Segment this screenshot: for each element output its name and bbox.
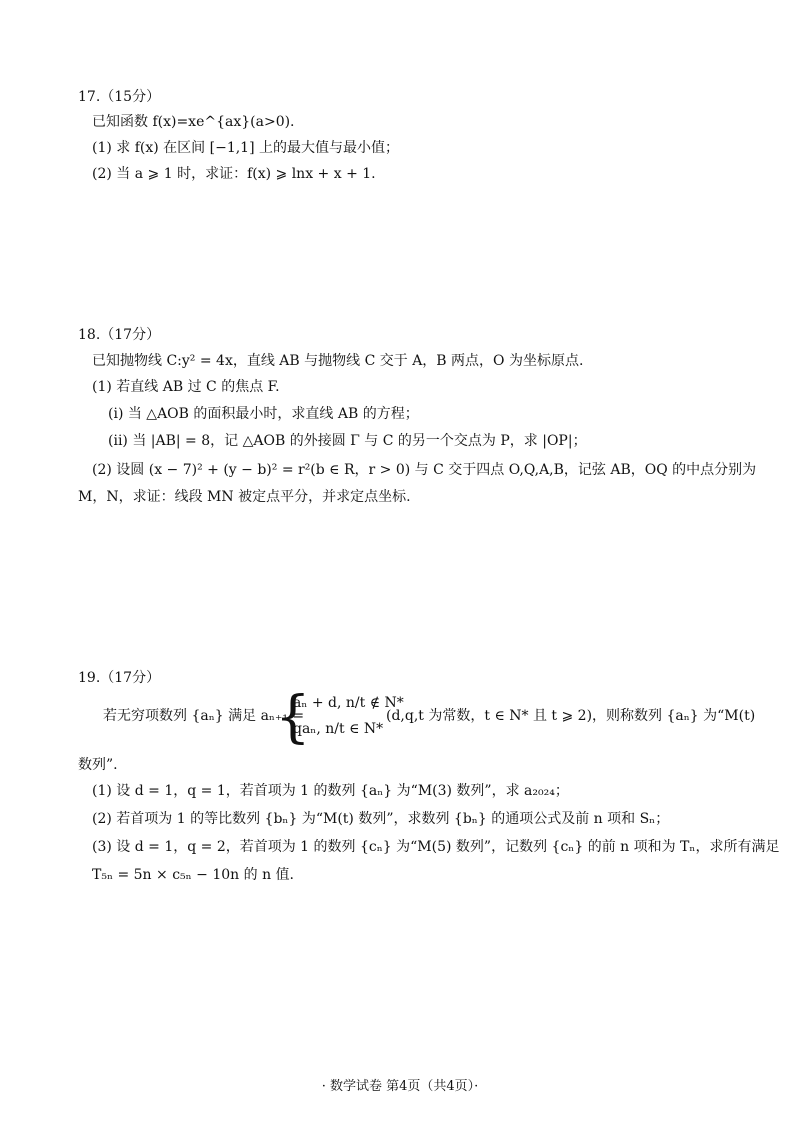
page-footer: · 数学试卷 第4页（共4页）·: [321, 1079, 479, 1094]
problem-19-part-3-line-1: (3) 设 d = 1，q = 2，若首项为 1 的数列 {cₙ} 为“M(5) 数列”，记数列 {cₙ} 的前 n 项和为 Tₙ，求所有满足: [92, 839, 780, 855]
problem-18-part-2-line-1: (2) 设圆 (x − 7)² + (y − b)² = r²(b ∈ R，r > 0) 与 C 交于四点 O,Q,A,B，记弦 AB，OQ 的中点分别为: [92, 462, 757, 478]
problem-18-part-1: (1) 若直线 AB 过 C 的焦点 F.: [92, 379, 280, 395]
problem-19-part-1: (1) 设 d = 1，q = 1，若首项为 1 的数列 {aₙ} 为“M(3) 数列”，求 a₂₀₂₄；: [92, 783, 569, 799]
problem-19-part-2: (2) 若首项为 1 的等比数列 {bₙ} 为“M(t) 数列”，求数列 {bₙ} 的通项公式及前 n 项和 Sₙ；: [92, 811, 670, 827]
problem-19-definition-right: (d,q,t 为常数，t ∈ N* 且 t ⩾ 2)，则称数列 {aₙ} 为“M(t): [386, 708, 756, 724]
problem-19-case-1: aₙ + d, n/t ∉ N*: [293, 695, 404, 711]
problem-19-definition: [103, 685, 800, 750]
problem-19-definition-left: 若无穷项数列 {aₙ} 满足 aₙ₊₁ =: [103, 708, 305, 724]
problem-18-part-1-i: (i) 当 △AOB 的面积最小时，求直线 AB 的方程；: [108, 406, 419, 422]
problem-18-part-2-line-2: M，N，求证：线段 MN 被定点平分，并求定点坐标.: [78, 489, 411, 505]
problem-19-title: 19.（17分）: [78, 670, 161, 686]
problem-17-part-1: (1) 求 f(x) 在区间 [−1,1] 上的最大值与最小值；: [92, 140, 400, 156]
problem-19-part-3-line-2: T₅ₙ = 5n × c₅ₙ − 10n 的 n 值.: [92, 867, 294, 883]
problem-18-part-1-ii: (ii) 当 |AB| = 8，记 △AOB 的外接圆 Γ 与 C 的另一个交点为 P，求 |OP|；: [108, 433, 587, 449]
problem-17-stem: 已知函数 f(x)=xe^{ax}(a>0).: [92, 114, 295, 130]
left-brace-symbol: {: [275, 685, 311, 750]
problem-18-stem: 已知抛物线 C:y² = 4x，直线 AB 与抛物线 C 交于 A，B 两点，O 为坐标原点.: [92, 353, 584, 369]
problem-19-definition-end: 数列”.: [78, 757, 118, 773]
problem-17-title: 17.（15分）: [78, 89, 161, 105]
problem-19-case-2: qaₙ, n/t ∈ N*: [293, 721, 384, 737]
problem-18-title: 18.（17分）: [78, 327, 161, 343]
problem-17-part-2: (2) 当 a ⩾ 1 时，求证：f(x) ⩾ lnx + x + 1.: [92, 166, 376, 182]
